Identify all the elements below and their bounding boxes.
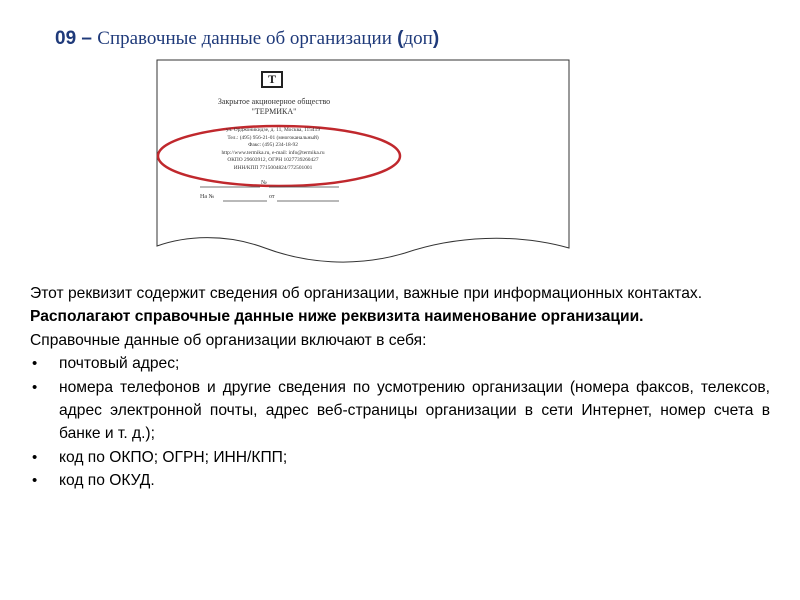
title-paren-close: ) (432, 28, 440, 49)
title-number: 09 (55, 28, 77, 49)
includes-paragraph: Справочные данные об организации включают в себя: (30, 331, 427, 349)
reference-data-list (30, 352, 770, 492)
bullet-icon: • (32, 378, 38, 396)
title-text: Справочные данные об организации (97, 28, 392, 49)
list-item (30, 376, 770, 446)
title-suffix: доп (403, 28, 433, 49)
reference-inn-kpp: ИНН/КПП 7715004824/772501001 (233, 165, 313, 171)
reference-address: ул. Орджоникидзе, д. 11, Москва, 115419 (225, 127, 321, 133)
list-item (30, 352, 770, 375)
bullet-icon: • (32, 448, 38, 466)
list-item (30, 446, 770, 469)
reference-web-email: http://www.termika.ru, e-mail: info@termika.ru (221, 149, 325, 156)
company-line-1: Закрытое акционерное общество (217, 97, 331, 106)
list-item (30, 469, 770, 492)
reference-phone: Тел.: (495) 956-21-01 (многоканальный) (227, 134, 319, 141)
list-item-text: номера телефонов и другие сведения по усмотрению организации (номера факсов, телексов, адрес электронной почты, адрес веб-страницы организации в сети Интернет, номер счета в банке и т. д.); (59, 378, 770, 443)
list-item-text: код по ОКПО; ОГРН; ИНН/КПП; (59, 448, 288, 466)
list-item-text: почтовый адрес; (59, 355, 180, 373)
slide-body (30, 282, 770, 493)
from-label: от (269, 194, 275, 200)
in-reply-label: На № (200, 194, 215, 200)
reference-okpo-ogrn: ОКПО 29603912, ОГРН 1027739260427 (227, 157, 319, 164)
bullet-icon: • (32, 355, 38, 373)
list-item-text: код по ОКУД. (59, 472, 155, 490)
title-dash: – (81, 28, 92, 49)
intro-paragraph: Этот реквизит содержит сведения об организации, важные при информационных контактах. (30, 285, 703, 302)
placement-paragraph: Располагают справочные данные ниже реквизита наименование организации. (30, 308, 644, 326)
reference-fax: Факс: (495) 234-18-92 (248, 142, 298, 149)
slide-title (55, 28, 439, 50)
company-logo: Т (261, 71, 283, 88)
reg-no-label: № (261, 180, 267, 186)
letterhead-sample (155, 58, 571, 273)
bullet-icon: • (32, 472, 38, 490)
company-line-2: "ТЕРМИКА" (251, 107, 297, 116)
title-paren-open: ( (397, 28, 404, 49)
